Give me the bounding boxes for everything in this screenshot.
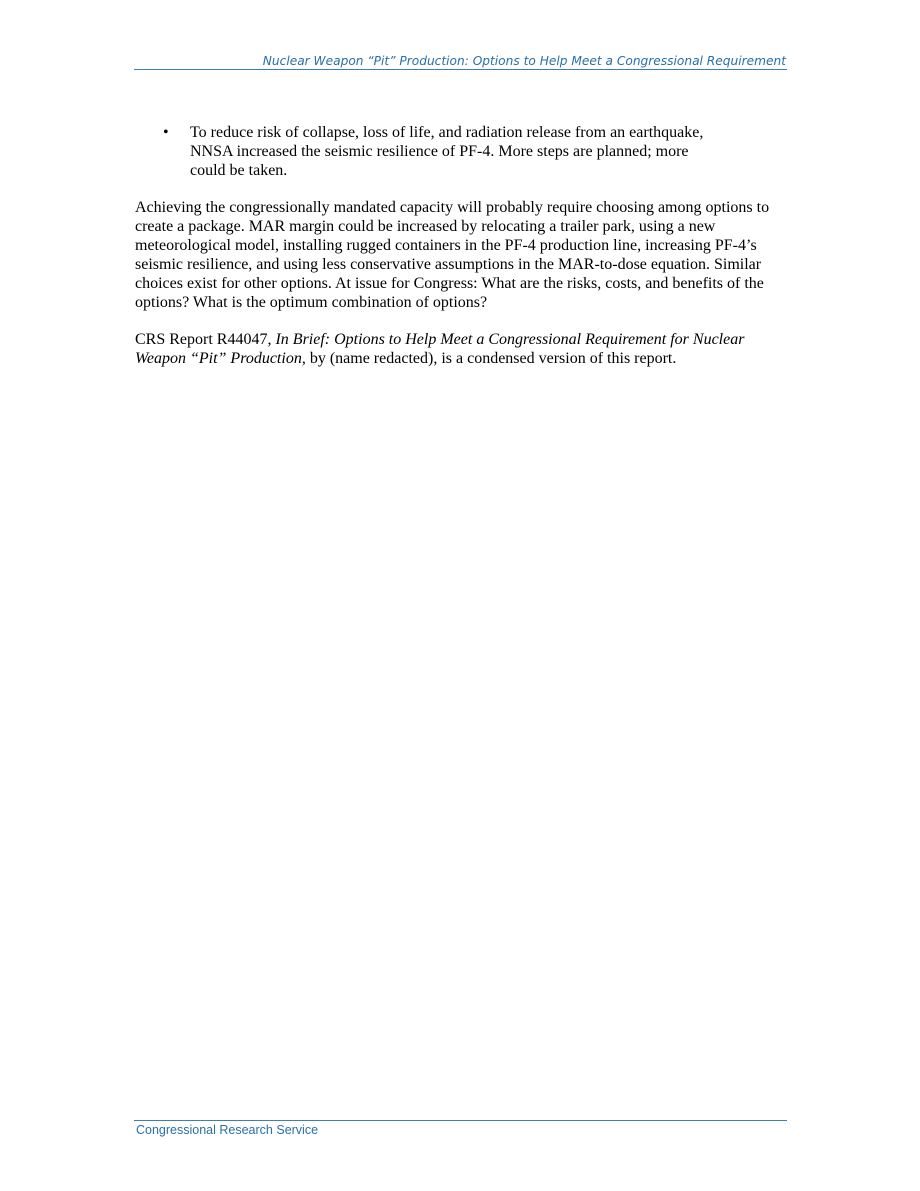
footer-organization: Congressional Research Service xyxy=(136,1123,319,1137)
running-header-title: Nuclear Weapon “Pit” Production: Options to Help Meet a Congressional Requirement xyxy=(262,54,786,68)
page-body xyxy=(135,123,787,368)
list-item xyxy=(135,123,710,180)
bullet-list xyxy=(135,123,787,180)
paragraph-report-reference xyxy=(135,330,787,368)
report-reference-suffix: , by (name redacted), is a condensed version of this report. xyxy=(301,350,677,367)
paragraph-options: Achieving the congressionally mandated capacity will probably require choosing among options to create a package. MAR margin could be increased by relocating a trailer park, using a new meteorological model, installing rugged containers in the PF-4 production line, increasing PF-4’s seismic resilience, and using less conservative assumptions in the MAR-to-dose equation. Similar choices exist for other options. At issue for Congress: What are the risks, costs, and benefits of the options? What is the optimum combination of options? xyxy=(135,199,770,311)
report-reference-prefix: CRS Report R44047, xyxy=(135,331,276,348)
bullet-text: To reduce risk of collapse, loss of life, and radiation release from an earthquake, NNSA increased the seismic resilience of PF-4. More steps are planned; more could be taken. xyxy=(190,124,704,179)
header-divider xyxy=(134,69,787,70)
bullet-icon: • xyxy=(163,124,169,141)
footer-divider xyxy=(134,1120,787,1121)
report-title: In Brief: Options to Help Meet a Congressional Requirement for Nuclear Weapon “Pit” Production xyxy=(135,331,745,367)
